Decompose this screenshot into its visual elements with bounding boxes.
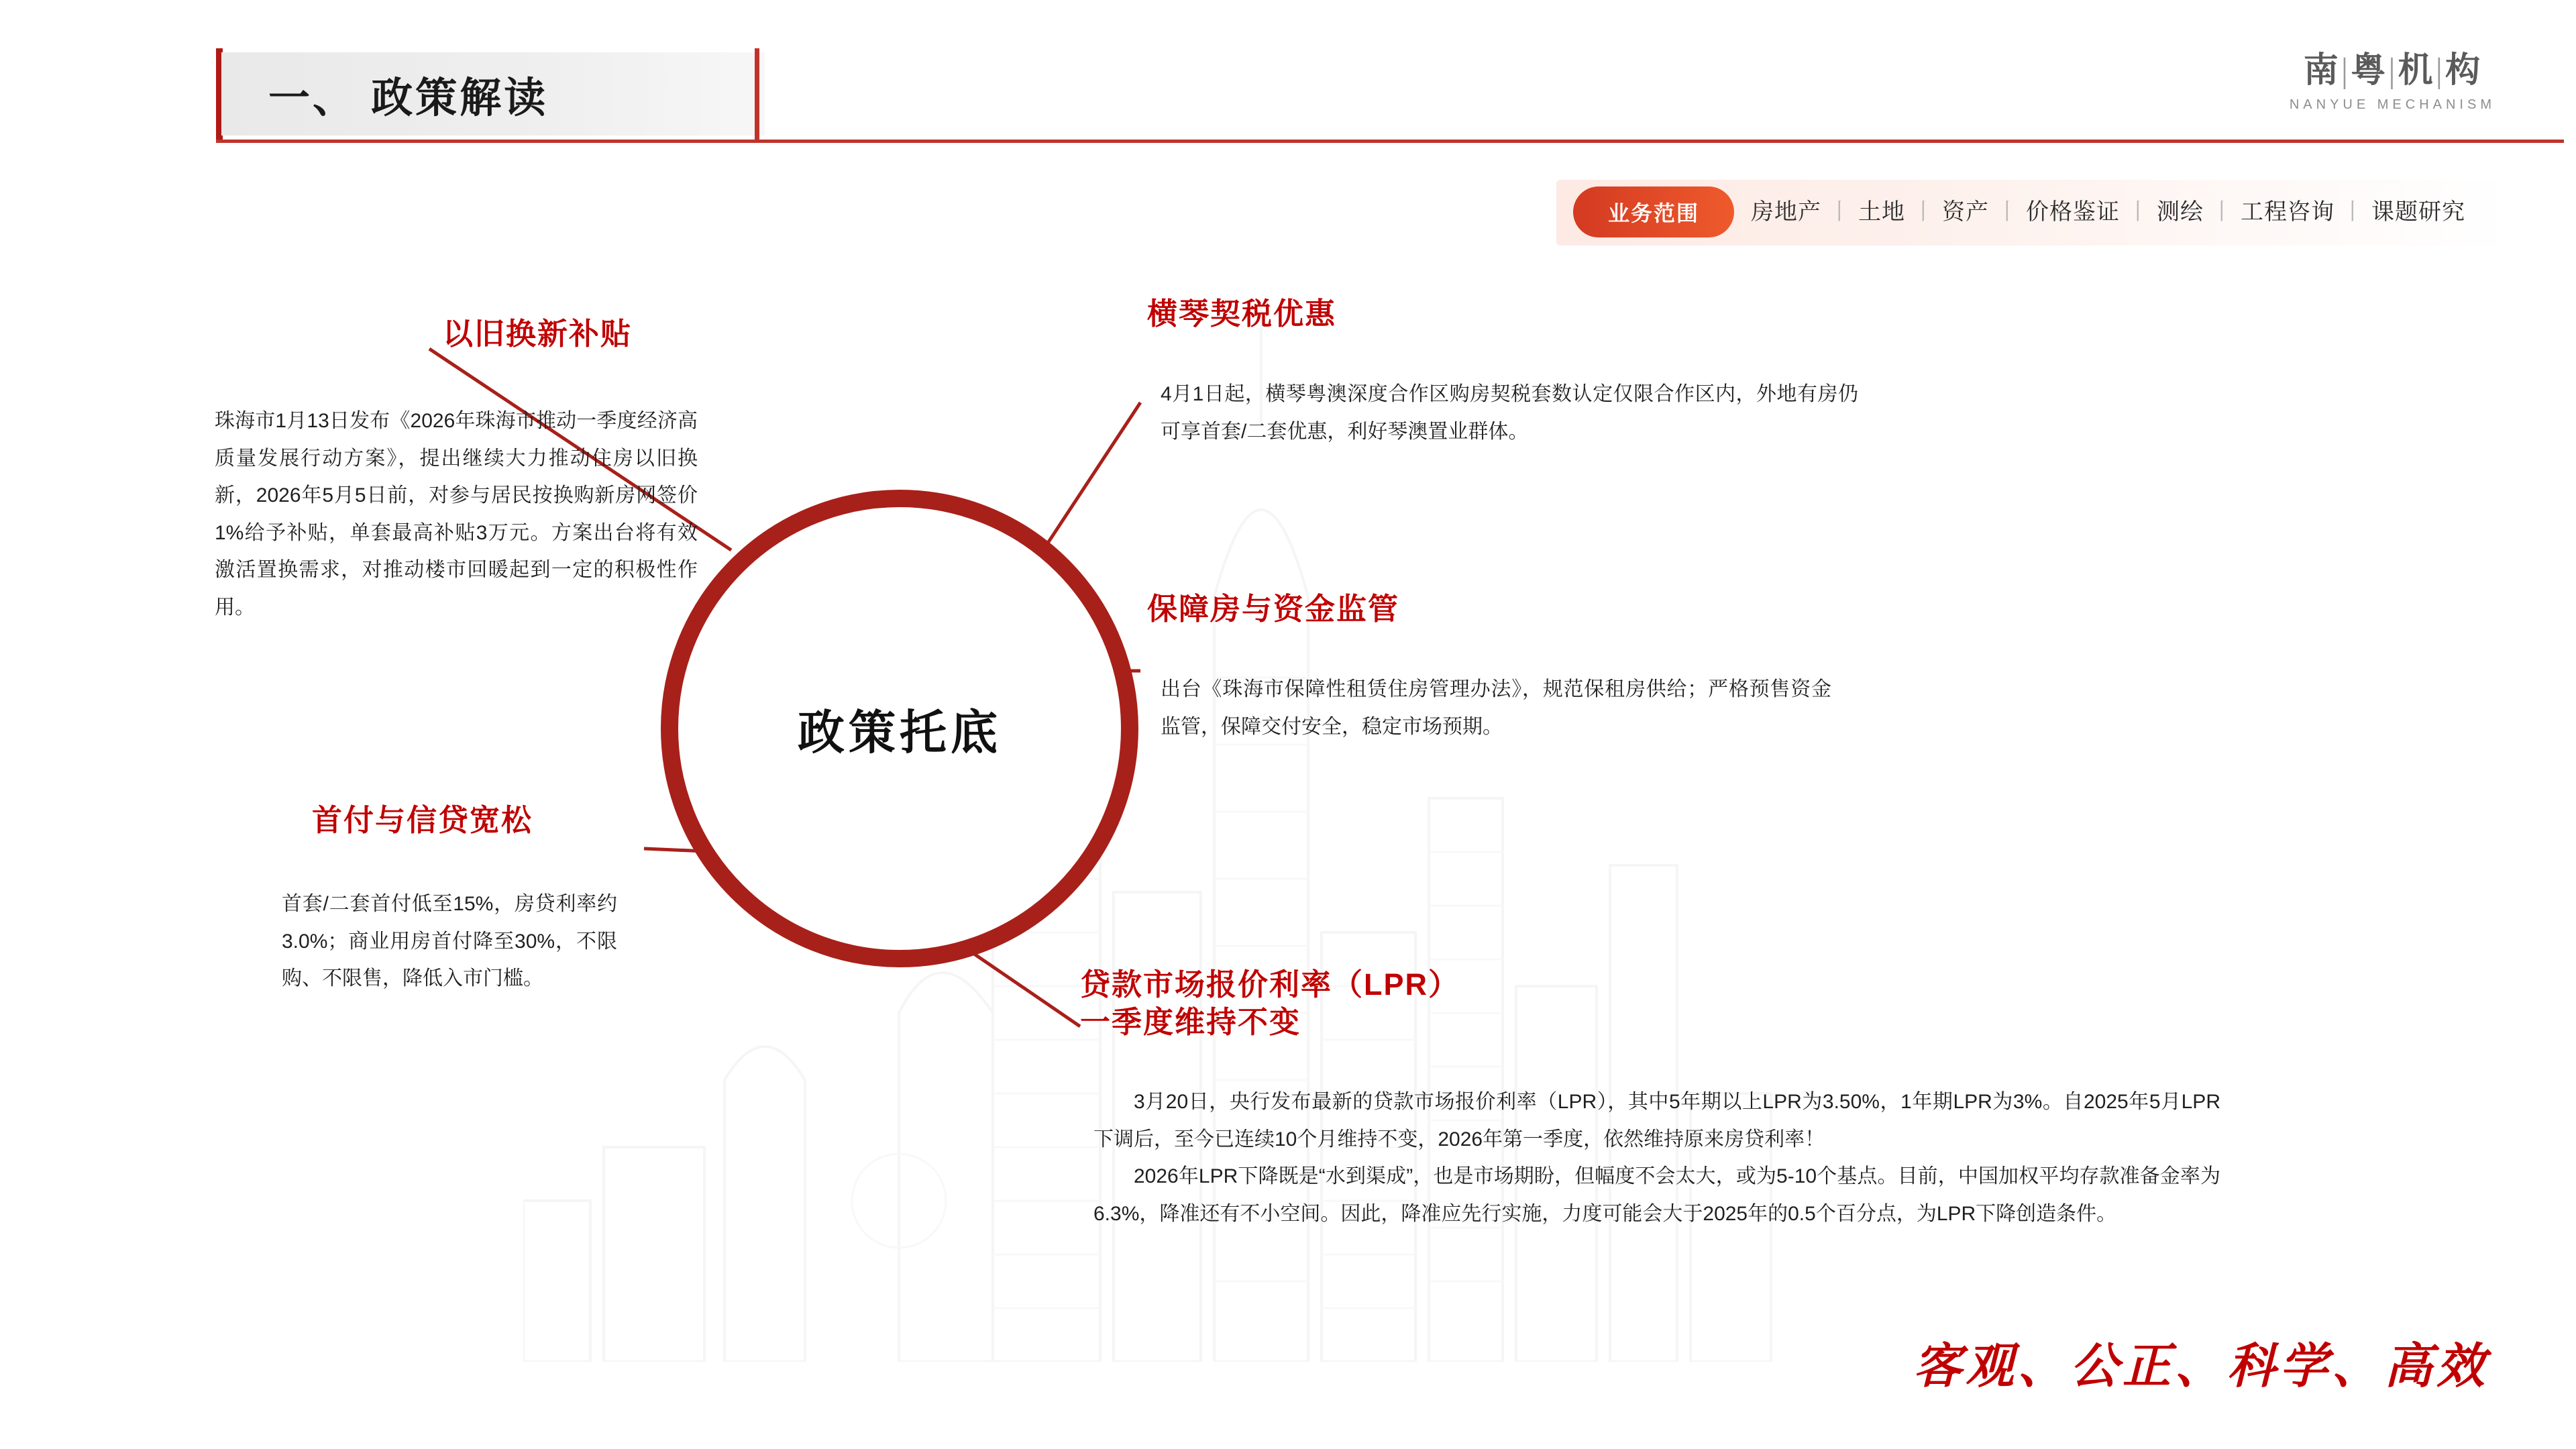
- logo-english-name: NANYUE MECHANISM: [2289, 97, 2496, 112]
- title-underline: [216, 140, 2564, 143]
- scope-item: 测绘: [2157, 199, 2204, 225]
- callout-title-lpr: 贷款市场报价利率（LPR） 一季度维持不变: [1080, 967, 1460, 1040]
- title-bar-end-cap: [755, 48, 759, 140]
- callout-title-downpayment-credit: 首付与信贷宽松: [312, 803, 533, 837]
- scope-item: 土地: [1858, 199, 1905, 225]
- scope-item: 资产: [1942, 199, 1989, 225]
- callout-body-affordable-housing: 出台《珠海市保障性租赁住房管理办法》，规范保租房供给；严格预售资金监管，保障交付安全，稳定市场预期。: [1161, 678, 1831, 738]
- callout-body-trade-in-subsidy: 珠海市1月13日发布《2026年珠海市推动一季度经济高质量发展行动方案》，提出继续大力推动住房以旧换新，2026年5月5日前，对参与居民按换购新房网签价1%给予补贴，单套最高补贴3万元。方案出台将有效激活置换需求，对推动楼市回暖起到一定的积极性作用。: [215, 410, 698, 619]
- company-logo: [2290, 42, 2496, 113]
- callout-title-trade-in-subsidy: 以旧换新补贴: [443, 317, 633, 351]
- page-title: 一、 政策解读: [268, 74, 549, 121]
- center-circle: [661, 490, 1138, 967]
- scope-separator: 丨: [2127, 199, 2150, 225]
- callout-title-hengqin-deed-tax: 横琴契税优惠: [1147, 297, 1337, 331]
- scope-item: 课题研究: [2371, 199, 2465, 225]
- section-title-bar: [221, 52, 765, 136]
- callout-body-lpr: [1093, 1083, 2220, 1232]
- business-scope-badge: 业务范围: [1573, 186, 1734, 237]
- callout-body-downpayment-credit: 首套/二套首付低至15%，房贷利率约3.0%；商业用房首付降至30%，不限购、不限售，降低入市门槛。: [282, 893, 617, 989]
- lpr-paragraph-1: 3月20日，央行发布最新的贷款市场报价利率（LPR），其中5年期以上LPR为3.50%，1年期LPR为3%。自2025年5月LPR下调后，至今已连续10个月维持不变，2026年第一季度，依然维持原来房贷利率！: [1093, 1091, 2220, 1150]
- scope-separator: 丨: [1996, 199, 2019, 225]
- scope-separator: 丨: [2341, 199, 2365, 225]
- lpr-paragraph-2: 2026年LPR下降既是“水到渠成”，也是市场期盼，但幅度不会太大，或为5-10个基点。目前，中国加权平均存款准备金率为6.3%，降准还有不小空间。因此，降准应先行实施，力度可能会大于2025年的0.5个百分点，为LPR下降创造条件。: [1093, 1165, 2220, 1225]
- scope-item: 工程咨询: [2241, 199, 2334, 225]
- scope-separator: 丨: [1912, 199, 1935, 225]
- scope-separator: 丨: [1828, 199, 1851, 225]
- footer-slogan: 客观、公正、科学、高效: [1913, 1340, 2489, 1393]
- scope-separator: 丨: [2210, 199, 2234, 225]
- callout-body-hengqin-deed-tax: 4月1日起，横琴粤澳深度合作区购房契税套数认定仅限合作区内，外地有房仍可享首套/二套优惠，利好琴澳置业群体。: [1161, 383, 1858, 443]
- business-scope-items: [1751, 193, 2465, 226]
- scope-item: 房地产: [1751, 199, 1821, 225]
- callout-title-affordable-housing: 保障房与资金监管: [1147, 592, 1400, 626]
- logo-chinese-name: 南|粤|机|构: [2303, 52, 2482, 90]
- scope-item: 价格鉴证: [2026, 199, 2120, 225]
- center-circle-label: 政策托底: [798, 706, 1002, 759]
